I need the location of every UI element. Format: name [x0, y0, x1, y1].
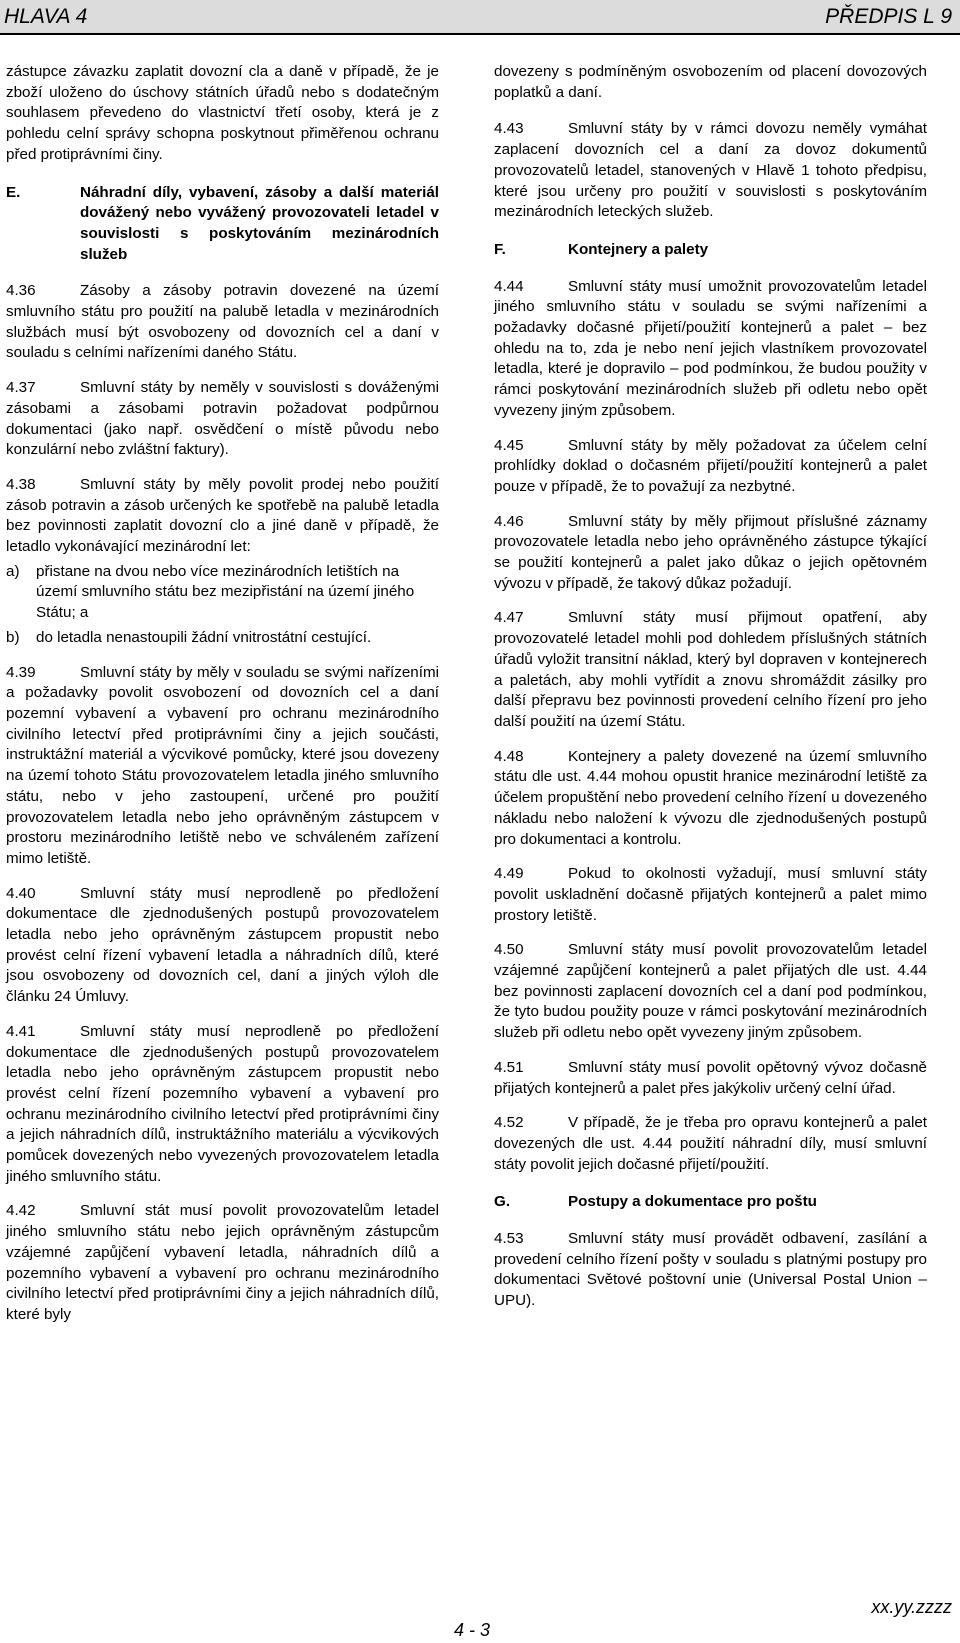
paragraph-number: 4.47: [494, 609, 524, 627]
paragraph-4-51: [494, 1058, 927, 1099]
paragraph-text: Kontejnery a palety dovezené na území smluvního státu dle ust. 4.44 mohou opustit hranice mezinárodní letiště za účelem propuštění nebo provedení celního řízení u dovezeného nákladu nebo naložení k vývozu dle zjednodušených postupů pro dokumentaci a kontrolu.: [494, 747, 927, 848]
paragraph-4-38: [6, 475, 439, 558]
paragraph-number: 4.39: [6, 663, 36, 681]
section-letter: G.: [494, 1193, 511, 1211]
paragraph-4-43: [494, 119, 927, 223]
paragraph-text: Zásoby a zásoby potravin dovezené na území smluvního státu pro použití na palubě letadla v mezinárodních službách musí být osvobozeny od dovozních cel a daní v souladu s celními nařízeními daného Státu.: [6, 282, 439, 362]
paragraph-text: Smluvní státy by v rámci dovozu neměly vymáhat zaplacení dovozních cel a daní za dovoz dokumentů provozovatelů letadel, stanovených v Hlavě 1 tohoto předpisu, které jsou určeny pro použití v souvislosti s poskytováním mezinárodních leteckých služeb.: [494, 120, 927, 221]
paragraph-4-52: [494, 1113, 927, 1175]
paragraph-4-44: [494, 277, 927, 422]
section-heading-g: [494, 1192, 927, 1213]
list-item-b: [6, 628, 439, 649]
paragraph-4-39: [6, 663, 439, 870]
section-heading-e: [6, 183, 439, 266]
footer-date: xx.yy.zzzz: [871, 1597, 952, 1617]
header-chapter: HLAVA 4: [4, 5, 88, 28]
paragraph-text: Smluvní státy musí povolit opětovný vývoz dočasně přijatých kontejnerů a palet přes jakýkoliv určený celní úřad.: [494, 1058, 927, 1097]
paragraph-text: Smluvní státy musí neprodleně po předložení dokumentace dle zjednodušených postupů provozovatelem letadla nebo jeho oprávněným zástupcem propustit nebo provést celní řízení vybavení letadla a náhradních dílů, které jsou osvobozeny od dovozních cel, daní a jiných výloh dle článku 24 Úmluvy.: [6, 884, 439, 1006]
left-column: [6, 62, 439, 1326]
paragraph-text: V případě, že je třeba pro opravu kontejnerů a palet dovezených dle ust. 4.44 použití náhradní díly, musí smluvní státy povolit jejich dočasné přijetí/použití.: [494, 1114, 927, 1173]
paragraph-text: Smluvní státy musí povolit provozovatelům letadel vzájemné zapůjčení kontejnerů a palet přijatých dle ust. 4.44 bez povinnosti zaplacení dovozních cel a daní pod podmínkou, že tyto budou použity pouze v rámci poskytování mezinárodních služeb při odletu nebo opět vyvezeny jiným způsobem.: [494, 941, 927, 1042]
list-text: do letadla nenastoupili žádní vnitrostátní cestující.: [36, 628, 372, 646]
paragraph-number: 4.43: [494, 120, 524, 138]
paragraph-text: Smluvní státy by měly přijmout příslušné záznamy provozovatele letadla nebo jeho oprávněného zástupce týkající se použití kontejnerů a palet jako důkaz o jejich opětovném vývozu v případě, že takový důkaz požadují.: [494, 512, 927, 592]
paragraph-4-42: [6, 1201, 439, 1325]
paragraph-4-48: [494, 747, 927, 851]
paragraph-number: 4.41: [6, 1022, 36, 1040]
paragraph-4-49: [494, 864, 927, 926]
paragraph-text: Pokud to okolnosti vyžadují, musí smluvní státy povolit uskladnění dočasně přijatých kontejnerů a palet mimo prostory letiště.: [494, 865, 927, 924]
paragraph-4-50: [494, 940, 927, 1044]
paragraph-continuation: dovezeny s podmíněným osvobozením od placení dovozových poplatků a daní.: [494, 63, 927, 101]
paragraph-text: Smluvní státy by měly požadovat za účelem celní prohlídky doklad o dočasném přijetí/použití kontejnerů a palet pouze v případě, že to považují za nezbytné.: [494, 436, 927, 495]
paragraph-4-37: [6, 378, 439, 461]
paragraph-text: Smluvní státy by měly povolit prodej nebo použití zásob potravin a zásob určených ke spotřebě na palubě letadla bez povinnosti zaplatit dovozní clo a jiné daně v případě, že letadlo vykonávající mezinárodní let:: [6, 475, 439, 556]
section-title: Kontejnery a palety: [568, 240, 709, 258]
paragraph-4-47: [494, 608, 927, 732]
paragraph-number: 4.36: [6, 282, 36, 300]
paragraph-4-46: [494, 512, 927, 595]
paragraph-4-41: [6, 1022, 439, 1188]
paragraph-number: 4.46: [494, 512, 524, 530]
paragraph-text: Smluvní státy musí neprodleně po předložení dokumentace dle zjednodušených postupů provozovatelem letadla nebo jeho oprávněným zástupcem propustit nebo provést celní řízení pozemního vybavení a vybavení pro ochranu mezinárodního civilního letectví před protiprávními činy a jejich náhradních dílů, instruktážního materiálu a výcvikových pomůcek dovezených nebo vyvezených provozovatelem letadla jiného smluvního státu.: [6, 1022, 439, 1185]
list-label: b): [6, 628, 20, 646]
list-label: a): [6, 562, 20, 580]
paragraph-number: 4.52: [494, 1114, 524, 1132]
right-column: [494, 62, 927, 1312]
page-header: [0, 0, 960, 33]
section-letter: F.: [494, 240, 506, 258]
paragraph-text: Smluvní státy musí provádět odbavení, zasílání a provedení celního řízení pošty v souladu s platnými postupy pro dokumentaci Světové poštovní unie (Universal Postal Union – UPU).: [494, 1230, 927, 1310]
header-regulation: PŘEDPIS L 9: [825, 5, 952, 28]
paragraph-text: Smluvní státy by neměly v souvislosti s dováženými zásobami a zásobami potravin požadovat podpůrnou dokumentaci (jako např. osvědčení o místě původu nebo konzulární nebo zvláštní faktury).: [6, 379, 439, 459]
list-item-a: [6, 562, 439, 624]
paragraph-number: 4.45: [494, 436, 524, 454]
paragraph-continuation: zástupce závazku zaplatit dovozní cla a daně v případě, že je zboží uloženo do úschovy státních úřadů nebo s dodatečným souhlasem převedeno do vlastnictví třetí osoby, která je z pohledu celní správy schopna poskytnout přiměřenou ochranu před protiprávními činy.: [6, 63, 439, 163]
paragraph-number: 4.44: [494, 277, 524, 295]
list-text: přistane na dvou nebo více mezinárodních letištích na území smluvního státu bez mezipřistání na území jiného Státu; a: [36, 562, 415, 622]
paragraph-text: Smluvní státy by měly v souladu se svými nařízeními a požadavky povolit osvobození od dovozních cel a daní pozemní vybavení a vybavení pro ochranu mezinárodního civilního letectví před protiprávními činy a jejich součásti, instruktážní materiál a výcvikové pomůcky, které jsou dovezeny na území tohoto Státu provozovatelem letadla jiného smluvního státu, nebo v jeho zastoupení, určené pro použití provozovatelem letadla nebo jeho oprávněným zástupcem v prostoru mezinárodního letiště nebo ve schváleném zařízení mimo letiště.: [6, 663, 439, 867]
paragraph-number: 4.53: [494, 1230, 524, 1248]
section-title: Postupy a dokumentace pro poštu: [568, 1193, 817, 1211]
paragraph-number: 4.50: [494, 941, 524, 959]
paragraph-text: Smluvní státy musí umožnit provozovatelům letadel jiného smluvního státu v souladu se svými nařízeními a požadavky dočasné přijetí/použití kontejnerů a palet – bez ohledu na to, zda je nebo není jejich vlastníkem provozovatel letadla, které je dopravilo – pod podmínkou, že budou použity v rámci poskytování mezinárodních služeb při odletu nebo opět vyvezeny jiným způsobem.: [494, 277, 927, 419]
paragraph-4-45: [494, 436, 927, 498]
paragraph-4-40: [6, 884, 439, 1008]
paragraph-number: 4.51: [494, 1058, 524, 1076]
paragraph-number: 4.38: [6, 475, 36, 493]
paragraph-number: 4.49: [494, 865, 524, 883]
paragraph-4-53: [494, 1229, 927, 1312]
paragraph-4-36: [6, 281, 439, 364]
paragraph-text: Smluvní stát musí povolit provozovatelům letadel jiného smluvního státu nebo jejich oprávněným zástupcům vzájemné zapůjčení vybavení letadla, náhradních dílů a pozemního vybavení a vybavení pro ochranu mezinárodního civilního letectví před protiprávními činy a jejich náhradních dílů, které byly: [6, 1202, 439, 1323]
section-heading-f: [494, 240, 927, 261]
section-title: Náhradní díly, vybavení, zásoby a další materiál dovážený nebo vyvážený provozovateli letadel v souvislosti s poskytováním mezinárodních služeb: [80, 183, 439, 263]
paragraph-text: Smluvní státy musí přijmout opatření, aby provozovatelé letadel mohli pod dohledem příslušných státních úřadů vyložit transitní náklad, který byl dopraven v kontejnerech a paletách, aby mohli vytřídit a znovu shromáždit zásilky pro další přepravu bez povinnosti provedení celního řízení pro jeho další použití na území Státu.: [494, 609, 927, 730]
paragraph-number: 4.40: [6, 884, 36, 902]
paragraph-number: 4.48: [494, 747, 524, 765]
section-letter: E.: [6, 183, 21, 201]
header-rule: [0, 33, 960, 35]
paragraph-number: 4.42: [6, 1202, 36, 1220]
paragraph-number: 4.37: [6, 379, 36, 397]
page-number: 4 - 3: [454, 1620, 491, 1640]
